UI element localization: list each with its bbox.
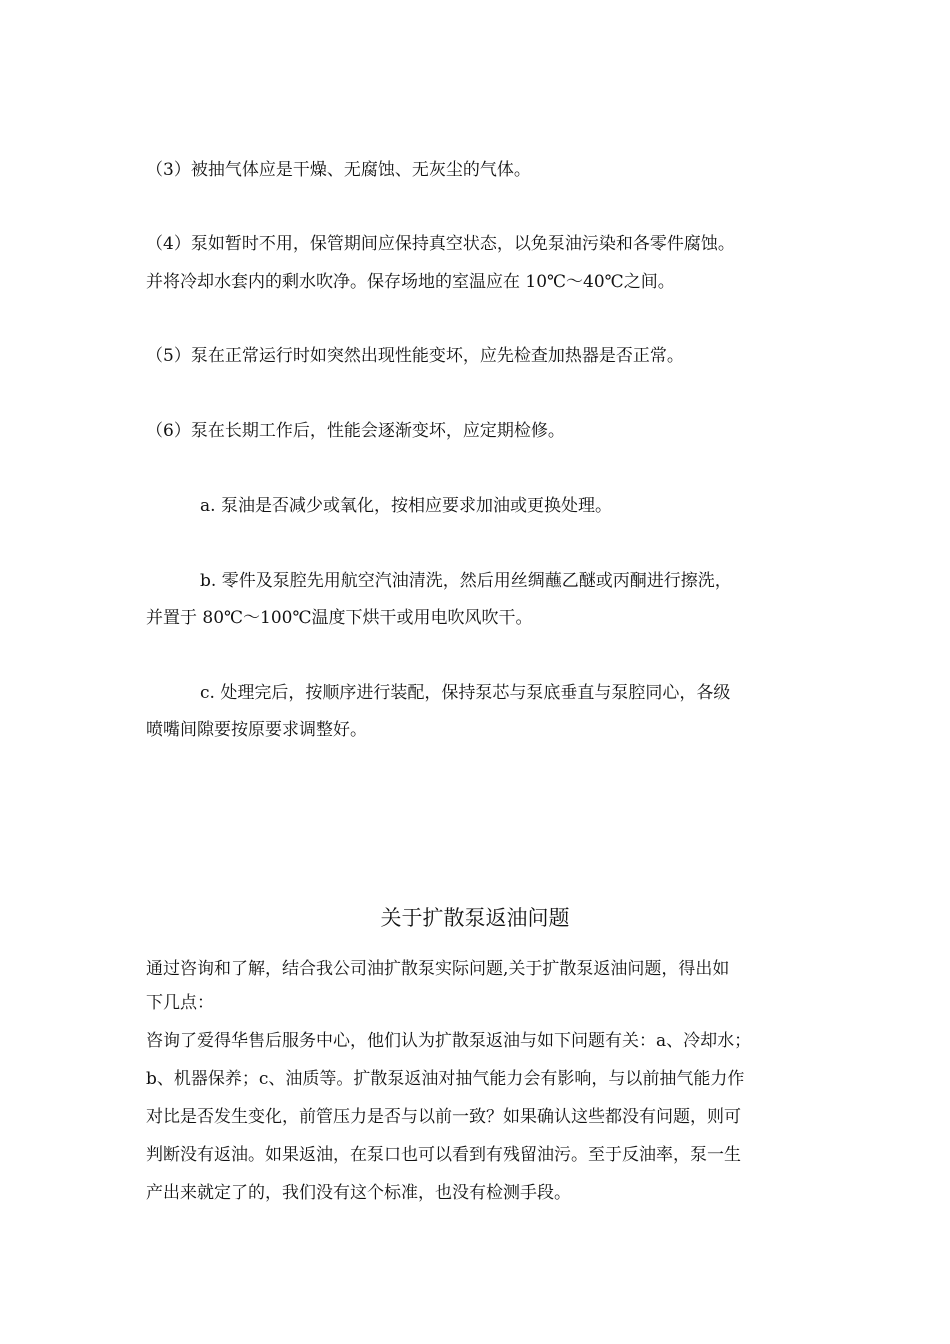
body-line-4: 判断没有返油。如果返油，在泵口也可以看到有残留油污。至于反油率，泵一生 xyxy=(146,1145,741,1165)
item-3: （3）被抽气体应是干燥、无腐蚀、无灰尘的气体。 xyxy=(146,160,531,180)
sub-item-c-line-2: 喷嘴间隙要按原要求调整好。 xyxy=(146,720,367,740)
sub-item-b-line-2: 并置于 80℃～100℃温度下烘干或用电吹风吹干。 xyxy=(146,608,533,628)
sub-item-a: a. 泵油是否减少或氧化，按相应要求加油或更换处理。 xyxy=(200,496,612,516)
section-title: 关于扩散泵返油问题 xyxy=(380,906,570,930)
body-line-1: 咨询了爱得华售后服务中心，他们认为扩散泵返油与如下问题有关：a、冷却水； xyxy=(146,1031,752,1051)
item-4-line-1: （4）泵如暂时不用，保管期间应保持真空状态，以免泵油污染和各零件腐蚀。 xyxy=(146,234,735,254)
item-4-line-2: 并将冷却水套内的剩水吹净。保存场地的室温应在 10℃～40℃之间。 xyxy=(146,272,675,292)
intro-line-2: 下几点： xyxy=(146,993,214,1013)
body-line-3: 对比是否发生变化，前管压力是否与以前一致？如果确认这些都没有问题，则可 xyxy=(146,1107,741,1127)
intro-line-1: 通过咨询和了解，结合我公司油扩散泵实际问题,关于扩散泵返油问题，得出如 xyxy=(146,959,730,979)
sub-item-b-line-1: b. 零件及泵腔先用航空汽油清洗，然后用丝绸蘸乙醚或丙酮进行擦洗， xyxy=(200,571,732,591)
body-line-2: b、机器保养；c、油质等。扩散泵返油对抽气能力会有影响，与以前抽气能力作 xyxy=(146,1069,745,1089)
body-line-5: 产出来就定了的，我们没有这个标准，也没有检测手段。 xyxy=(146,1183,571,1203)
sub-item-c-line-1: c. 处理完后，按顺序进行装配，保持泵芯与泵底垂直与泵腔同心，各级 xyxy=(200,683,731,703)
item-6: （6）泵在长期工作后，性能会逐渐变坏，应定期检修。 xyxy=(146,421,565,441)
item-5: （5）泵在正常运行时如突然出现性能变坏，应先检查加热器是否正常。 xyxy=(146,346,684,366)
